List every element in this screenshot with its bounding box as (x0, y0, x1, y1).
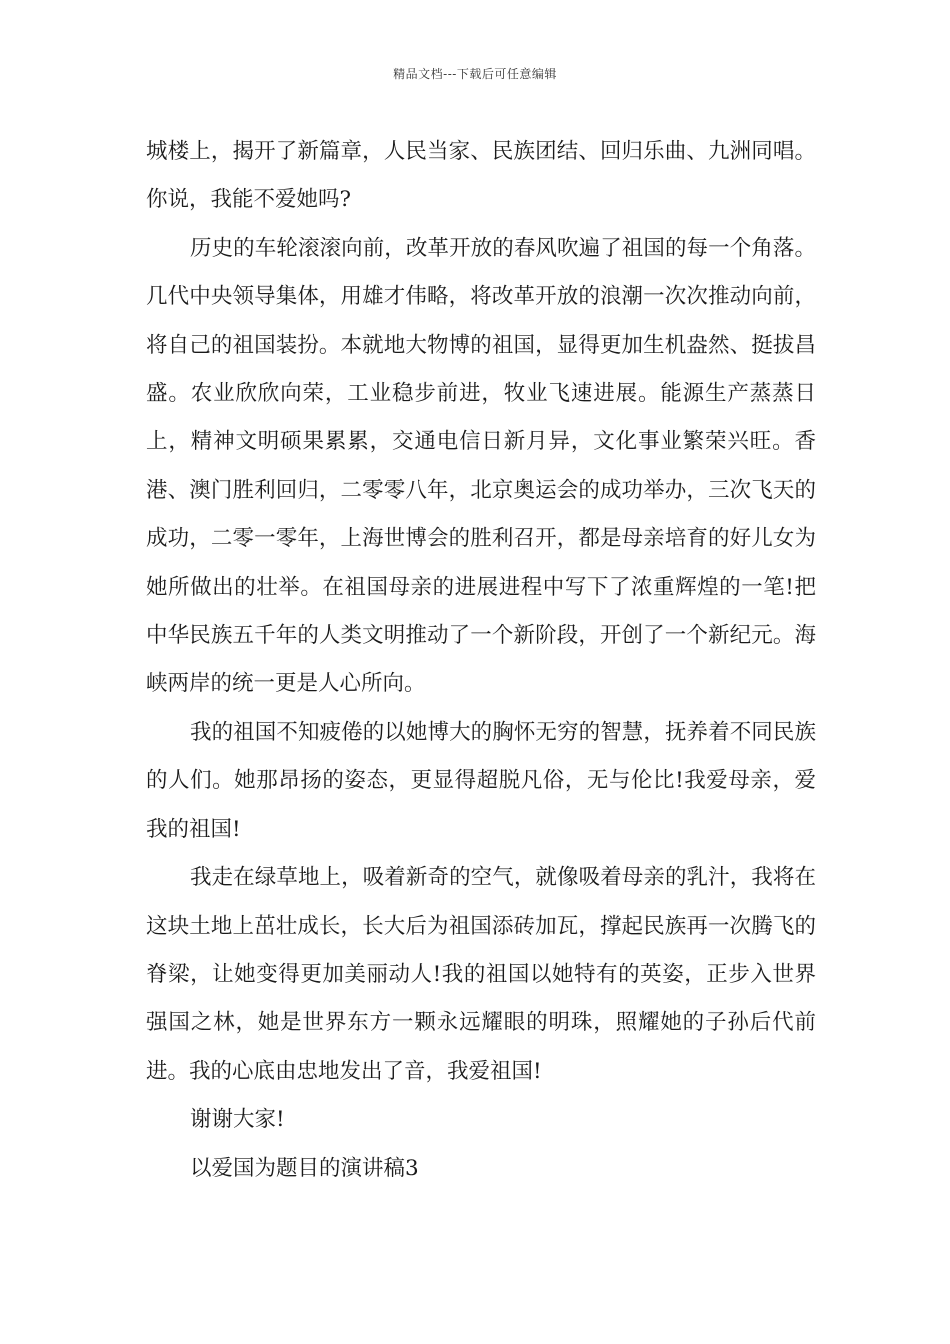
paragraph-continuation: 城楼上，揭开了新篇章，人民当家、民族团结、回归乐曲、九洲同唱。你说，我能不爱她吗? (146, 139, 816, 213)
document-body (146, 128, 816, 1193)
closing-thanks: 谢谢大家! (190, 1107, 285, 1133)
paragraph-history: 历史的车轮滚滚向前，改革开放的春风吹遍了祖国的每一个角落。几代中央领导集体，用雄才伟略，将改革开放的浪潮一次次推动向前，将自己的祖国装扮。本就地大物博的祖国，显得更加生机盎然、挺拔昌盛。农业欣欣向荣，工业稳步前进，牧业飞速进展。能源生产蒸蒸日上，精神文明硕果累累，交通电信日新月异，文化事业繁荣兴旺。香港、澳门胜利回归，二零零八年，北京奥运会的成功举办，三次飞天的成功，二零一零年，上海世博会的胜利召开，都是母亲培育的好儿女为她所做出的壮举。在祖国母亲的进展进程中写下了浓重辉煌的一笔!把中华民族五千年的人类文明推动了一个新阶段，开创了一个新纪元。海峡两岸的统一更是人心所向。 (146, 235, 816, 697)
paragraph-growth: 我走在绿草地上，吸着新奇的空气，就像吸着母亲的乳汁，我将在这块土地上茁壮成长，长大后为祖国添砖加瓦，撑起民族再一次腾飞的脊梁，让她变得更加美丽动人!我的祖国以她特有的英姿，正步入世界强国之林，她是世界东方一颗永远耀眼的明珠，照耀她的子孙后代前进。我的心底由忠地发出了音，我爱祖国! (146, 865, 816, 1084)
page-header: 精品文档---下载后可任意编辑 (393, 67, 557, 81)
paragraph-motherland: 我的祖国不知疲倦的以她博大的胸怀无穷的智慧，抚养着不同民族的人们。她那昂扬的姿态，更显得超脱凡俗，无与伦比!我爱母亲，爱我的祖国! (146, 719, 816, 842)
section-title: 以爱国为题目的演讲稿3 (190, 1155, 419, 1181)
